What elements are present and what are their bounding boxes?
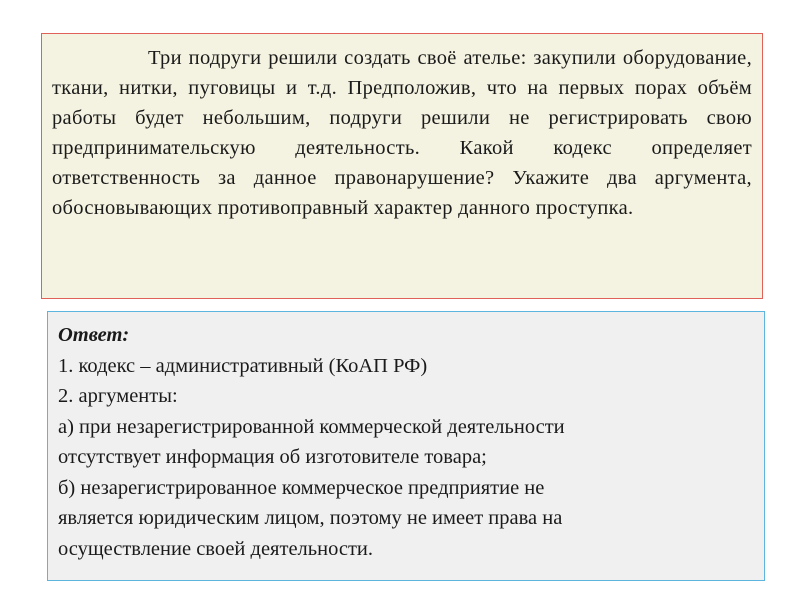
question-text: Три подруги решили создать своё ателье: закупили оборудование, ткани, нитки, пуговицы и т.д. Предположив, что на первых порах объём работы будет небольшим, подруги решили не регистрировать свою предпринимательскую деятельность. Какой кодекс определяет ответственность за данное правонарушение? Укажите два аргумента, обосновывающих противоправный характер данного проступка.	[52, 47, 752, 219]
answer-line-argument-a-2: отсутствует информация об изготовителе товара;	[58, 446, 487, 468]
question-box	[41, 33, 763, 299]
answer-line-arguments-heading: 2. аргументы:	[58, 385, 178, 407]
answer-line-argument-b-2: является юридическим лицом, поэтому не имеет права на	[58, 507, 563, 529]
answer-line-argument-b-3: осуществление своей деятельности.	[58, 537, 374, 560]
answer-line-argument-a-1: а) при незарегистрированной коммерческой деятельности	[58, 415, 565, 438]
answer-line-code: 1. кодекс – административный (КоАП РФ)	[58, 354, 428, 377]
answer-line-argument-b-1: б) незарегистрированное коммерческое предприятие не	[58, 476, 545, 499]
answer-box	[47, 311, 765, 581]
answer-title: Ответ:	[58, 324, 130, 346]
